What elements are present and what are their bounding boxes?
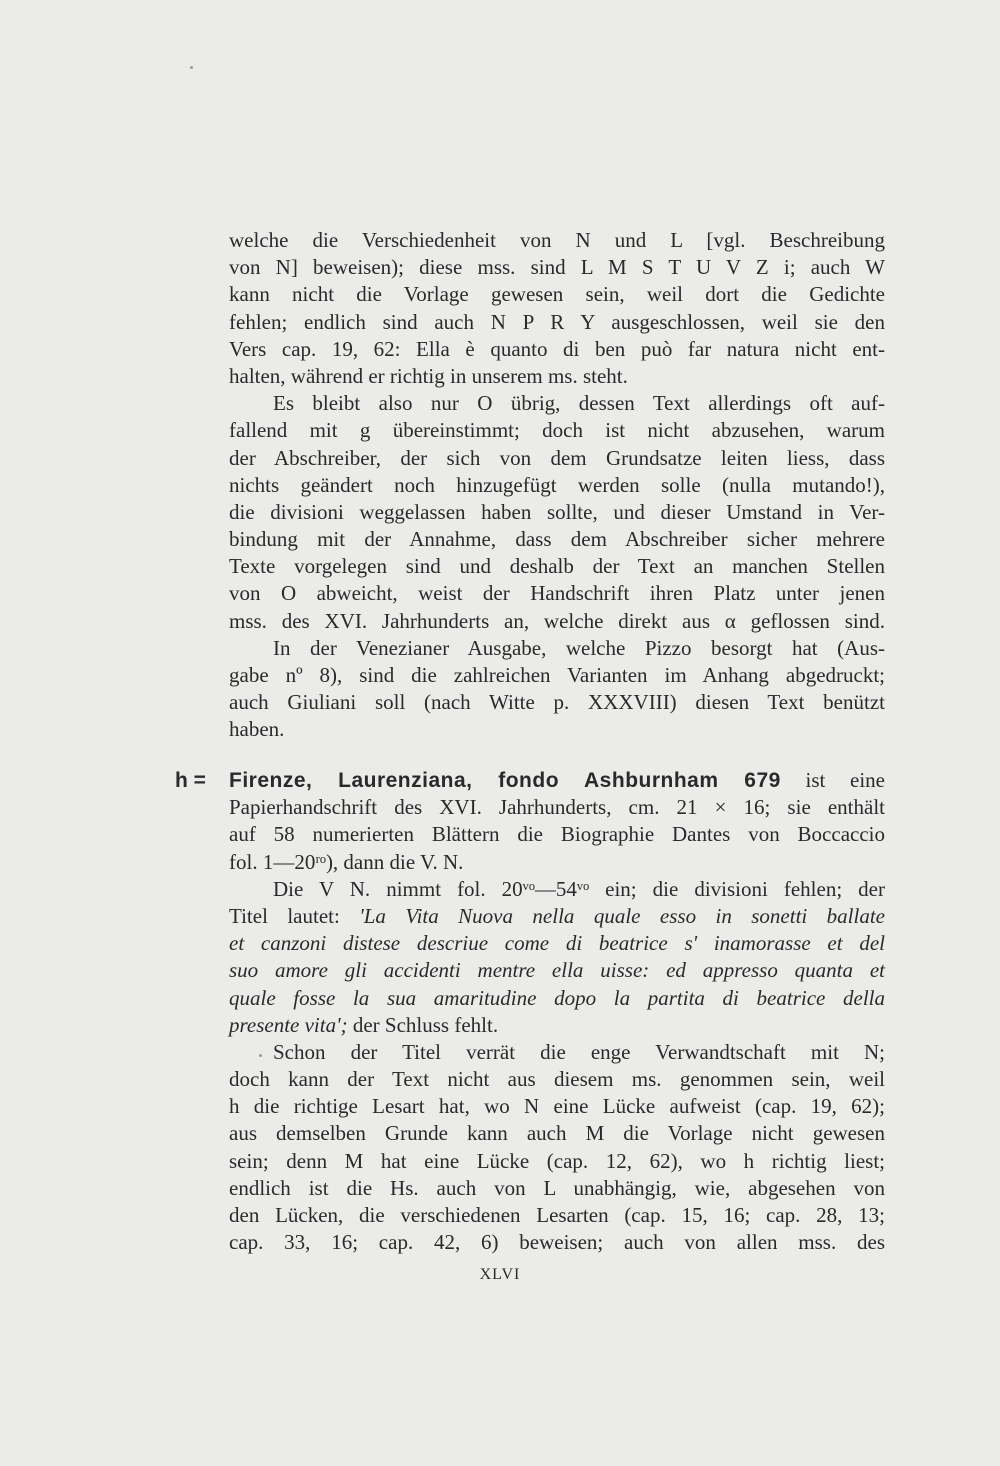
title-lead: Titel lautet: xyxy=(229,903,360,928)
text-line: von O abweicht, weist der Handschrift ihren Platz unter jenen xyxy=(229,581,885,606)
text-line: kann nicht die Vorlage gewesen sein, weil dort die Gedichte xyxy=(229,282,885,307)
text-line: Vers cap. 19, 62: Ella è quanto di ben può far natura nicht ent- xyxy=(229,336,885,361)
text-line: nichts geändert noch hinzugefügt werden solle (nulla mutando!), xyxy=(229,472,885,497)
text-line: h die richtige Lesart hat, wo N eine Lücke aufweist (cap. 19, 62); xyxy=(229,1094,885,1119)
text-line: endlich ist die Hs. auch von L unabhängig, wie, abgesehen von xyxy=(229,1175,885,1200)
text-line: Schon der Titel verrät die enge Verwandtschaft mit N; xyxy=(273,1039,885,1064)
text-line: fol. 1—20ʳᵒ), dann die V. N. xyxy=(229,849,464,874)
manuscript-title: Firenze, Laurenziana, fondo Ashburnham 679 xyxy=(229,769,781,792)
paper-speck xyxy=(190,66,193,69)
text-line xyxy=(229,1012,885,1039)
text-line: bindung mit der Annahme, dass dem Abschreiber sicher mehrere xyxy=(229,527,885,552)
heading-rest: ist eine xyxy=(780,768,885,792)
text-line: sein; denn M hat eine Lücke (cap. 12, 62), wo h richtig liest; xyxy=(229,1148,885,1173)
text-line: Es bleibt also nur O übrig, dessen Text allerdings oft auf- xyxy=(273,391,885,416)
text-line: auf 58 numerierten Blättern die Biographie Dantes von Boccaccio xyxy=(229,822,885,847)
text-line: den Lücken, die verschiedenen Lesarten (cap. 15, 16; cap. 28, 13; xyxy=(229,1203,885,1227)
heading-line xyxy=(229,767,885,794)
text-line: welche die Verschiedenheit von N und L [vgl. Beschreibung xyxy=(229,228,885,252)
text-line: gabe nº 8), sind die zahlreichen Varianten im Anhang abgedruckt; xyxy=(229,663,885,687)
text-line: haben. xyxy=(229,717,285,742)
paragraph-block-1 xyxy=(229,227,885,744)
text-line: doch kann der Text nicht aus diesem ms. genommen sein, weil xyxy=(229,1067,885,1092)
page-number: XLVI xyxy=(479,1266,521,1283)
text-line: cap. 33, 16; cap. 42, 6) beweisen; auch von allen mss. des xyxy=(229,1230,885,1255)
text-line: fehlen; endlich sind auch N P R Y ausgeschlossen, weil sie den xyxy=(229,309,885,334)
after-italic: der Schluss fehlt. xyxy=(347,1012,499,1037)
italic-line: et canzoni distese descriue come di beatrice s' inamorasse et del xyxy=(229,931,885,956)
text-line: von N] beweisen); diese mss. sind L M S T U V Z i; auch W xyxy=(229,255,885,280)
italic-title-end: presente vita'; xyxy=(229,1012,348,1037)
text-line: mss. des XVI. Jahrhunderts an, welche direkt aus α geflossen sind. xyxy=(229,608,885,633)
text-line: aus demselben Grunde kann auch M die Vorlage nicht gewesen xyxy=(229,1121,885,1146)
text-line: der Abschreiber, der sich von dem Grundsatze leiten liess, dass xyxy=(229,445,885,470)
paper-speck xyxy=(259,1054,262,1057)
text-line: halten, während er richtig in unserem ms. steht. xyxy=(229,363,628,388)
text-line: die divisioni weggelassen haben sollte, und dieser Umstand in Ver- xyxy=(229,499,885,524)
italic-title: 'La Vita Nuova nella quale esso in sonetti ballate xyxy=(359,903,885,928)
italic-line: quale fosse la sua amaritudine dopo la partita di beatrice della xyxy=(229,985,885,1010)
paragraph-block-2 xyxy=(229,767,885,1256)
text-line: Die V N. nimmt fol. 20ᵛᵒ—54ᵛᵒ ein; die divisioni fehlen; der xyxy=(273,876,885,901)
text-line: Texte vorgelegen sind und deshalb der Text an manchen Stellen xyxy=(229,554,885,579)
text-line: auch Giuliani soll (nach Witte p. XXXVIII) diesen Text benützt xyxy=(229,690,885,715)
italic-line: suo amore gli accidenti mentre ella uisse: ed appresso quanta et xyxy=(229,958,885,983)
text-line: fallend mit g übereinstimmt; doch ist nicht abzusehen, warum xyxy=(229,418,885,443)
title-line xyxy=(229,903,885,930)
text-line: Papierhandschrift des XVI. Jahrhunderts, cm. 21 × 16; sie enthält xyxy=(229,795,885,820)
text-line: In der Venezianer Ausgabe, welche Pizzo besorgt hat (Aus- xyxy=(273,635,885,660)
manuscript-sigla: h = xyxy=(175,769,206,792)
